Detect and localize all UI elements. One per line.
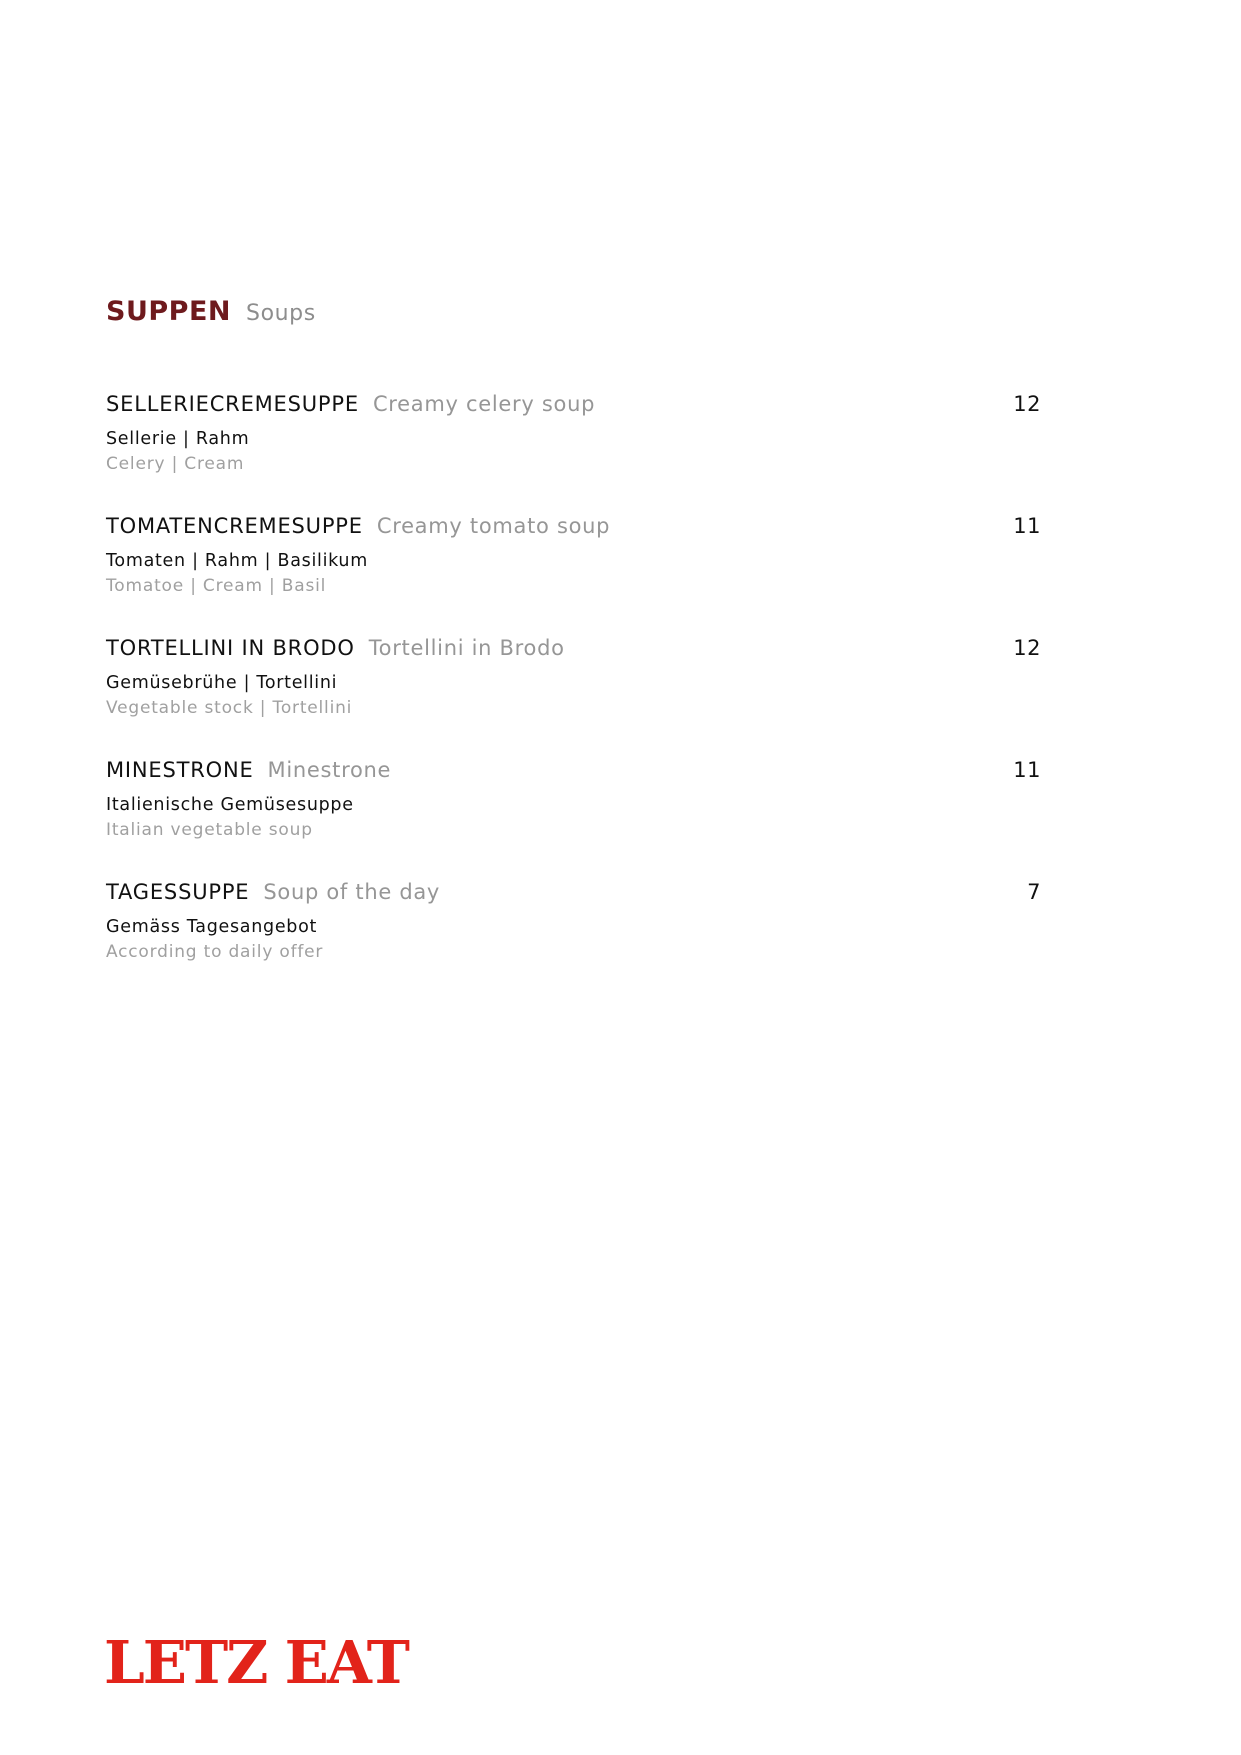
item-price: 12 [1013, 392, 1041, 416]
menu-item [106, 392, 1041, 514]
section-title: SUPPEN [106, 296, 231, 327]
item-description-english: According to daily offer [106, 942, 324, 962]
item-name-english: Minestrone [267, 758, 392, 782]
item-name: TOMATENCREMESUPPE [106, 514, 363, 538]
item-name: TORTELLINI IN BRODO [106, 636, 355, 660]
item-description: Tomaten | Rahm | Basilikum [106, 551, 368, 571]
item-name: MINESTRONE [106, 758, 254, 782]
item-price: 7 [1027, 880, 1041, 904]
item-description: Sellerie | Rahm [106, 429, 250, 449]
item-title-row [106, 392, 1041, 426]
menu-list [106, 392, 1041, 1002]
item-title-row [106, 880, 1041, 914]
section-header [106, 296, 316, 327]
item-description-english: Italian vegetable soup [106, 820, 313, 840]
item-description: Gemäss Tagesangebot [106, 917, 318, 937]
item-description: Italienische Gemüsesuppe [106, 795, 354, 815]
item-price: 11 [1013, 514, 1041, 538]
item-price: 11 [1013, 758, 1041, 782]
menu-item [106, 880, 1041, 1002]
item-price: 12 [1013, 636, 1041, 660]
menu-item [106, 758, 1041, 880]
item-description-english: Celery | Cream [106, 454, 245, 474]
menu-item [106, 514, 1041, 636]
item-name: SELLERIECREMESUPPE [106, 392, 359, 416]
section-subtitle: Soups [246, 301, 316, 326]
brand-logo: LETZ EAT [104, 1628, 408, 1698]
item-description-english: Tomatoe | Cream | Basil [106, 576, 327, 596]
item-title-row [106, 758, 1041, 792]
item-name-english: Tortellini in Brodo [368, 636, 565, 660]
menu-item [106, 636, 1041, 758]
item-title-row [106, 514, 1041, 548]
item-description-english: Vegetable stock | Tortellini [106, 698, 353, 718]
item-title-row [106, 636, 1041, 670]
item-description: Gemüsebrühe | Tortellini [106, 673, 338, 693]
item-name-english: Soup of the day [263, 880, 441, 904]
item-name-english: Creamy tomato soup [376, 514, 611, 538]
item-name-english: Creamy celery soup [372, 392, 596, 416]
item-name: TAGESSUPPE [106, 880, 250, 904]
